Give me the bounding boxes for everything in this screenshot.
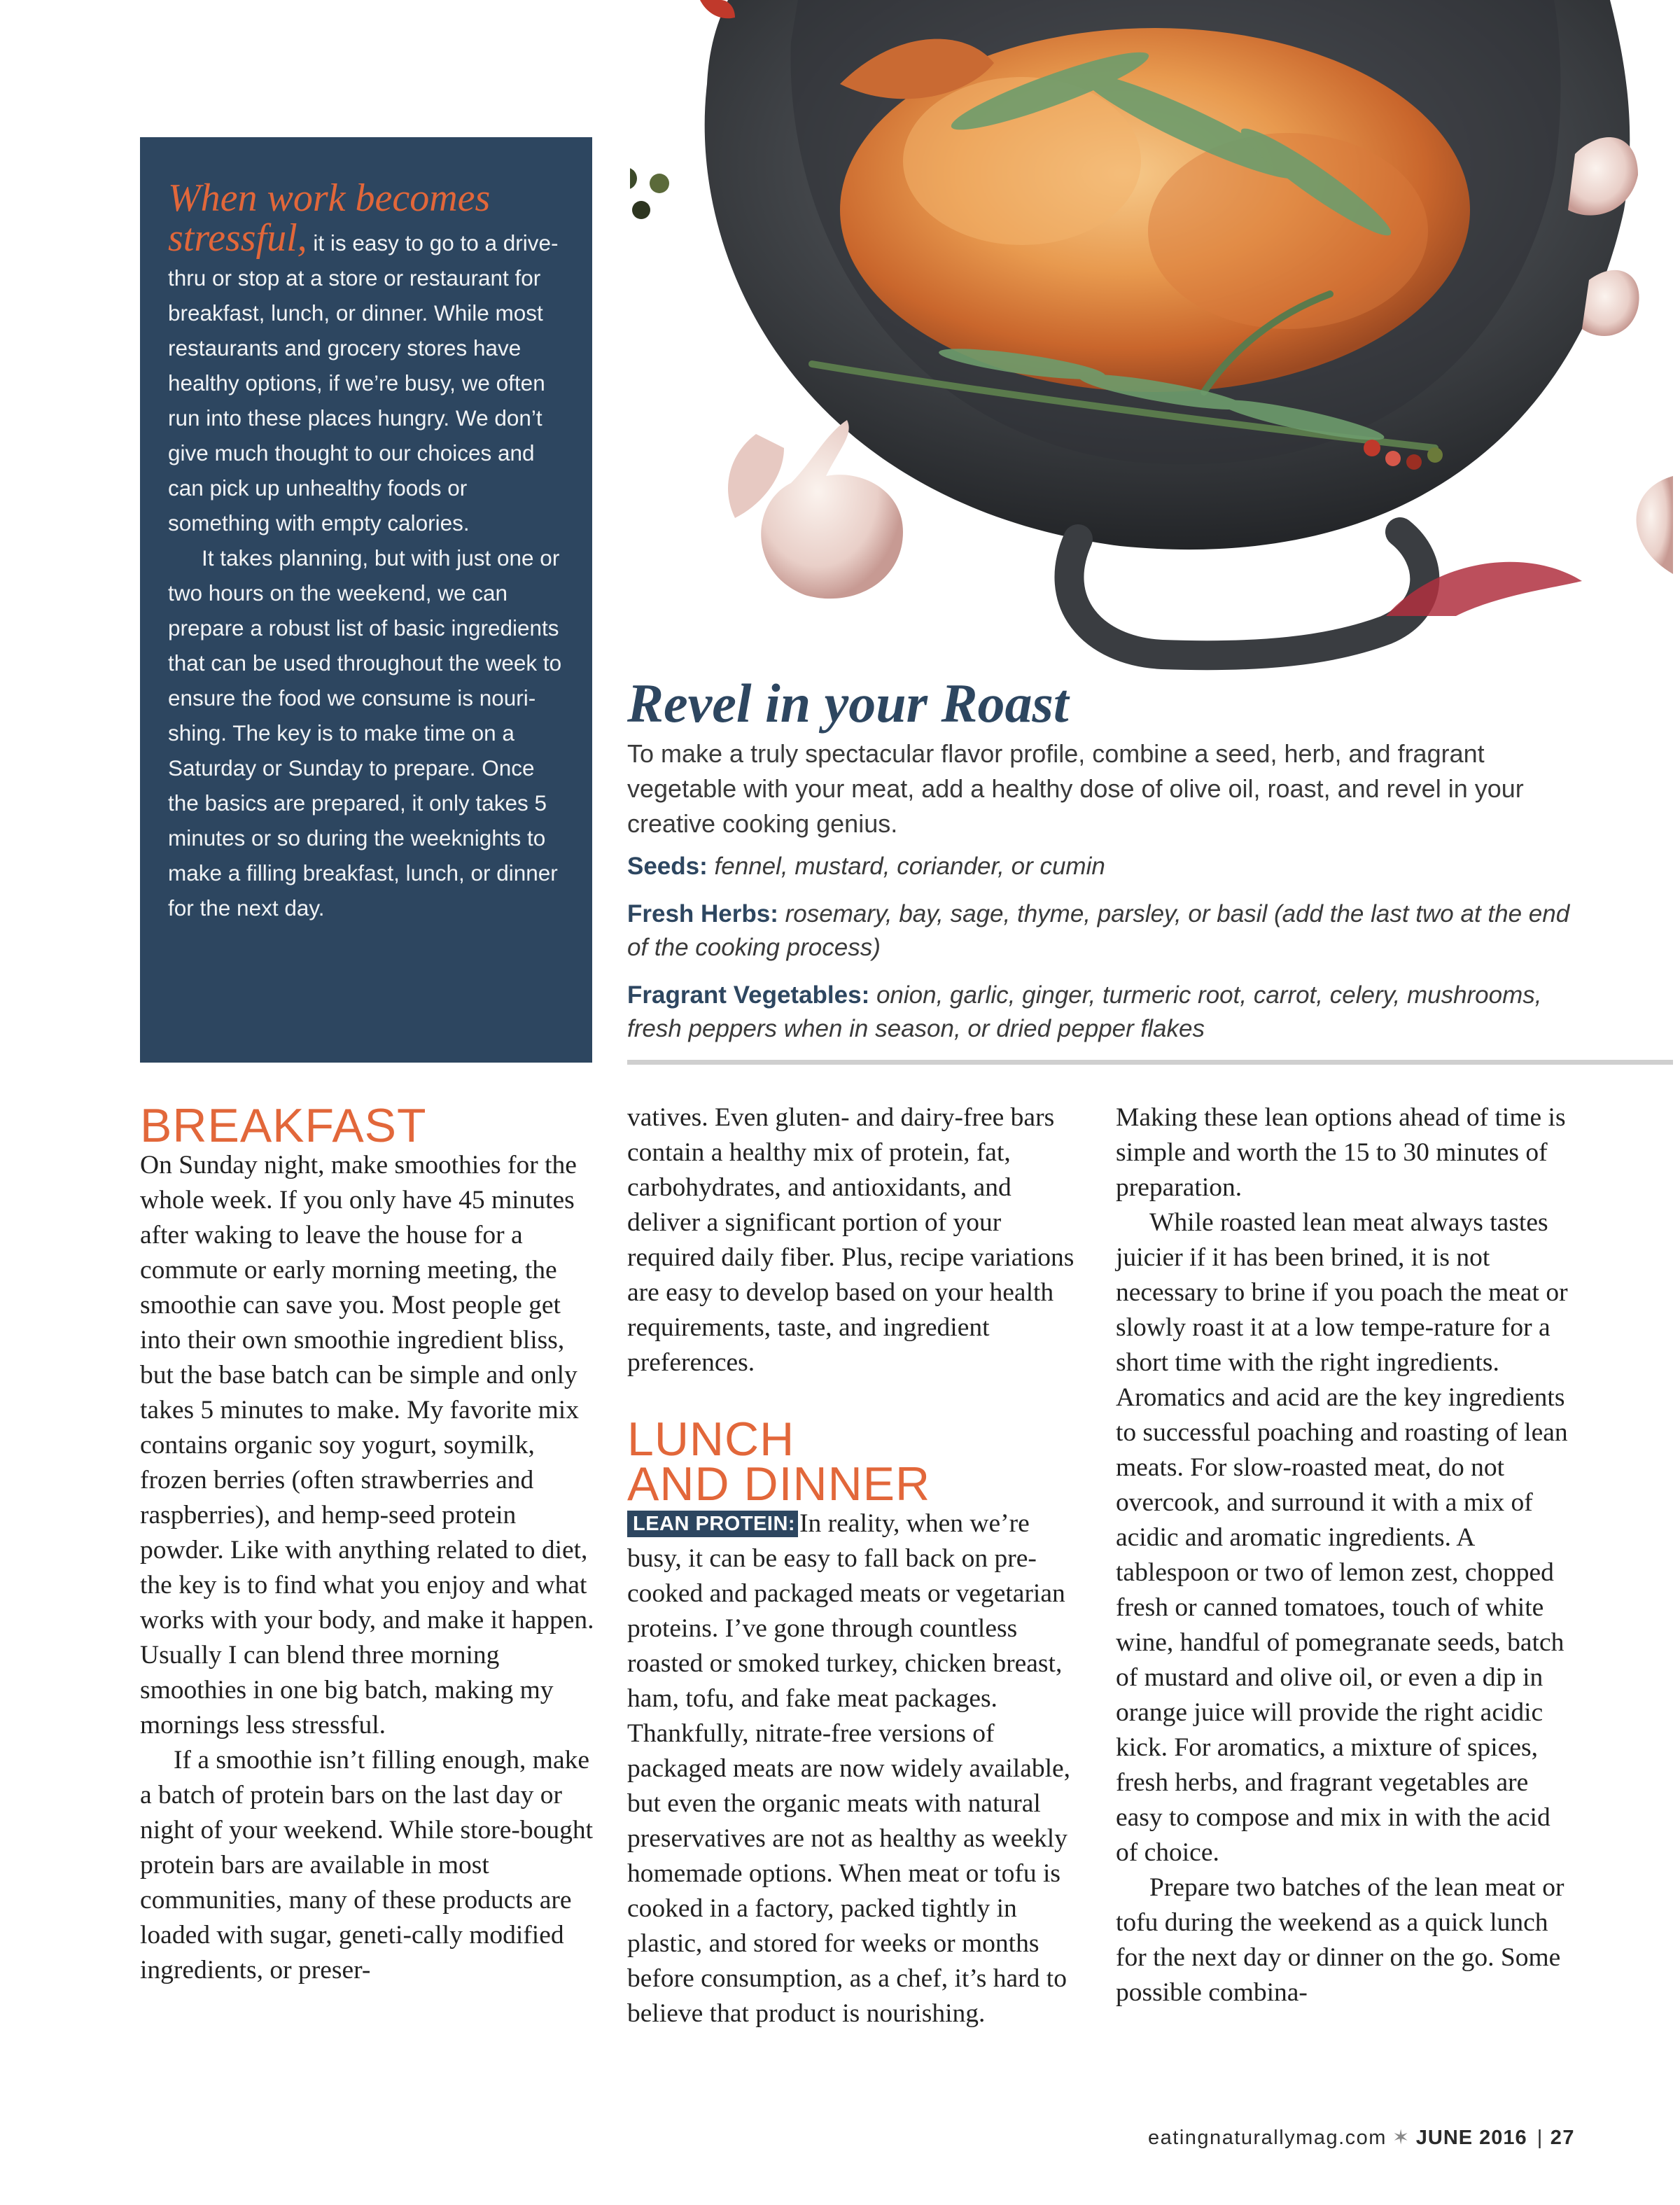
- lunch-paragraph-2: Making these lean options ahead of time is simple and worth the 15 to 30 minutes of preparation.: [1116, 1103, 1566, 1202]
- column-3: [1116, 1100, 1571, 2010]
- column-1: [140, 1100, 595, 1988]
- revel-item-label: Fresh Herbs:: [627, 900, 778, 927]
- revel-item-vegetables: [627, 979, 1572, 1046]
- revel-item-label: Seeds:: [627, 853, 708, 880]
- sidebar-paragraph-2: It takes planning, but with just one or two hours on the weekend, we can prepare a robust list of basic ingredients that can be used throughout the week to ensure the food we consume is nouri-shing. The key is to make time on a Saturday or Sunday to prepare. Once the basics are prepared, it only takes 5 minutes or so during the weeknights to make a filling breakfast, lunch, or dinner for the next day.: [168, 545, 562, 920]
- roast-chicken-illustration: [630, 0, 1680, 693]
- lunch-dinner-heading: [627, 1413, 1075, 1511]
- revel-intro: To make a truly spectacular flavor profile, combine a seed, herb, and fragrant vegetable with your meat, add a healthy dose of olive oil, roast, and revel in your creative cooking genius.: [627, 739, 1524, 838]
- lean-protein-label: LEAN PROTEIN:: [627, 1511, 798, 1537]
- column-2: [627, 1100, 1075, 2031]
- revel-item-text: fennel, mustard, coriander, or cumin: [707, 853, 1105, 880]
- sidebar-lead: When work becomes stressful,: [168, 176, 491, 260]
- breakfast-paragraph-2: If a smoothie isn’t filling enough, make a batch of protein bars on the last day or night of your weekend. While store-bought protein bars are available in most communities, many of these products are loaded with sugar, geneti-cally modified ingredients, or preser-: [140, 1746, 594, 1984]
- footer-site: eatingnaturallymag.com: [1148, 2127, 1387, 2149]
- breakfast-paragraph-3: vatives. Even gluten- and dairy-free bars contain a healthy mix of protein, fat, carbohydrates, and antioxidants, and deliver a significant portion of your required daily fiber. Plus, recipe variations are easy to develop based on your health requirements, taste, and ingredient preferences.: [627, 1103, 1074, 1377]
- sidebar-paragraph-1-text: it is easy to go to a drive-thru or stop at a store or restaurant for breakfast, lunch, or dinner. While most restaurants and grocery stores have healthy options, if we’re busy, we often run into these places hungry. We don’t give much thought to our choices and can pick up unhealthy foods or something with empty calories.: [168, 230, 559, 536]
- revel-title: Revel in your Roast: [627, 673, 1069, 734]
- page-number: 27: [1550, 2127, 1575, 2149]
- page-footer: [1148, 2125, 1575, 2150]
- revel-item-seeds: [627, 850, 1572, 883]
- breakfast-paragraph-1: On Sunday night, make smoothies for the whole week. If you only have 45 minutes after waking to leave the house for a commute or early morning meeting, the smoothie can save you. Most people get into their own smoothie ingredient bliss, but the base batch can be simple and only takes 5 minutes to make. My favorite mix contains organic soy yogurt, soymilk, frozen berries (often strawberries and raspberries), and hemp-seed protein powder. Like with anything related to diet, the key is to find what you enjoy and what works with your body, and make it happen. Usually I can blend three morning smoothies in one big batch, making my mornings less stressful.: [140, 1151, 594, 1740]
- revel-item-text: rosemary, bay, sage, thyme, parsley, or basil (add the last two at the end of the cooking process): [627, 900, 1570, 961]
- lunch-paragraph-4: Prepare two batches of the lean meat or tofu during the weekend as a quick lunch for the next day or dinner on the go. Some possible combina-: [1116, 1873, 1564, 2007]
- revel-item-text: onion, garlic, ginger, turmeric root, carrot, celery, mushrooms, fresh peppers when in season, or dried pepper flakes: [627, 981, 1542, 1042]
- lunch-paragraph-1-text: In reality, when we’re busy, it can be easy to fall back on pre-cooked and packaged meats or vegetarian proteins. I’ve gone through countless roasted or smoked turkey, chicken breast, ham, tofu, and fake meat packages. Thankfully, nitrate-free versions of packaged meats are now widely available, but even the organic meats with natural preservatives are not as healthy as weekly homemade options. When meat or tofu is cooked in a factory, packed tightly in plastic, and stored for weeks or months before consumption, as a chef, it’s hard to believe that product is nourishing.: [627, 1509, 1071, 2028]
- revel-box: [627, 672, 1572, 1060]
- revel-item-herbs: [627, 897, 1572, 965]
- lunch-paragraph-3: While roasted lean meat always tastes juicier if it has been brined, it is not necessary to brine if you poach the meat or slowly roast it at a low tempe-rature for a short time with the right ingredients. Aromatics and acid are the key ingredients to successful poaching and roasting of lean meats. For slow-roasted meat, do not overcook, and surround it with a mix of acidic and aromatic ingredients. A tablespoon or two of lemon zest, chopped fresh or canned tomatoes, touch of white wine, handful of pomegranate seeds, batch of mustard and olive oil, or even a dip in orange juice will provide the right acidic kick. For aromatics, a mixture of spices, fresh herbs, and fragrant vegetables are easy to compose and mix in with the acid of choice.: [1116, 1208, 1568, 1867]
- sidebar-paragraph-1: [168, 176, 567, 540]
- lunch-paragraph-1: [627, 1506, 1075, 2031]
- lunch-heading-line-1: LUNCH: [627, 1413, 795, 1466]
- breakfast-heading: BREAKFAST: [140, 1099, 427, 1152]
- lunch-heading-line-2: AND DINNER: [627, 1457, 931, 1511]
- footer-issue: JUNE 2016: [1415, 2127, 1527, 2149]
- intro-sidebar: [140, 137, 592, 1063]
- footer-separator: |: [1536, 2127, 1544, 2149]
- star-icon: ✶: [1392, 2127, 1410, 2149]
- revel-item-label: Fragrant Vegetables:: [627, 981, 870, 1009]
- section-divider: [627, 1060, 1673, 1065]
